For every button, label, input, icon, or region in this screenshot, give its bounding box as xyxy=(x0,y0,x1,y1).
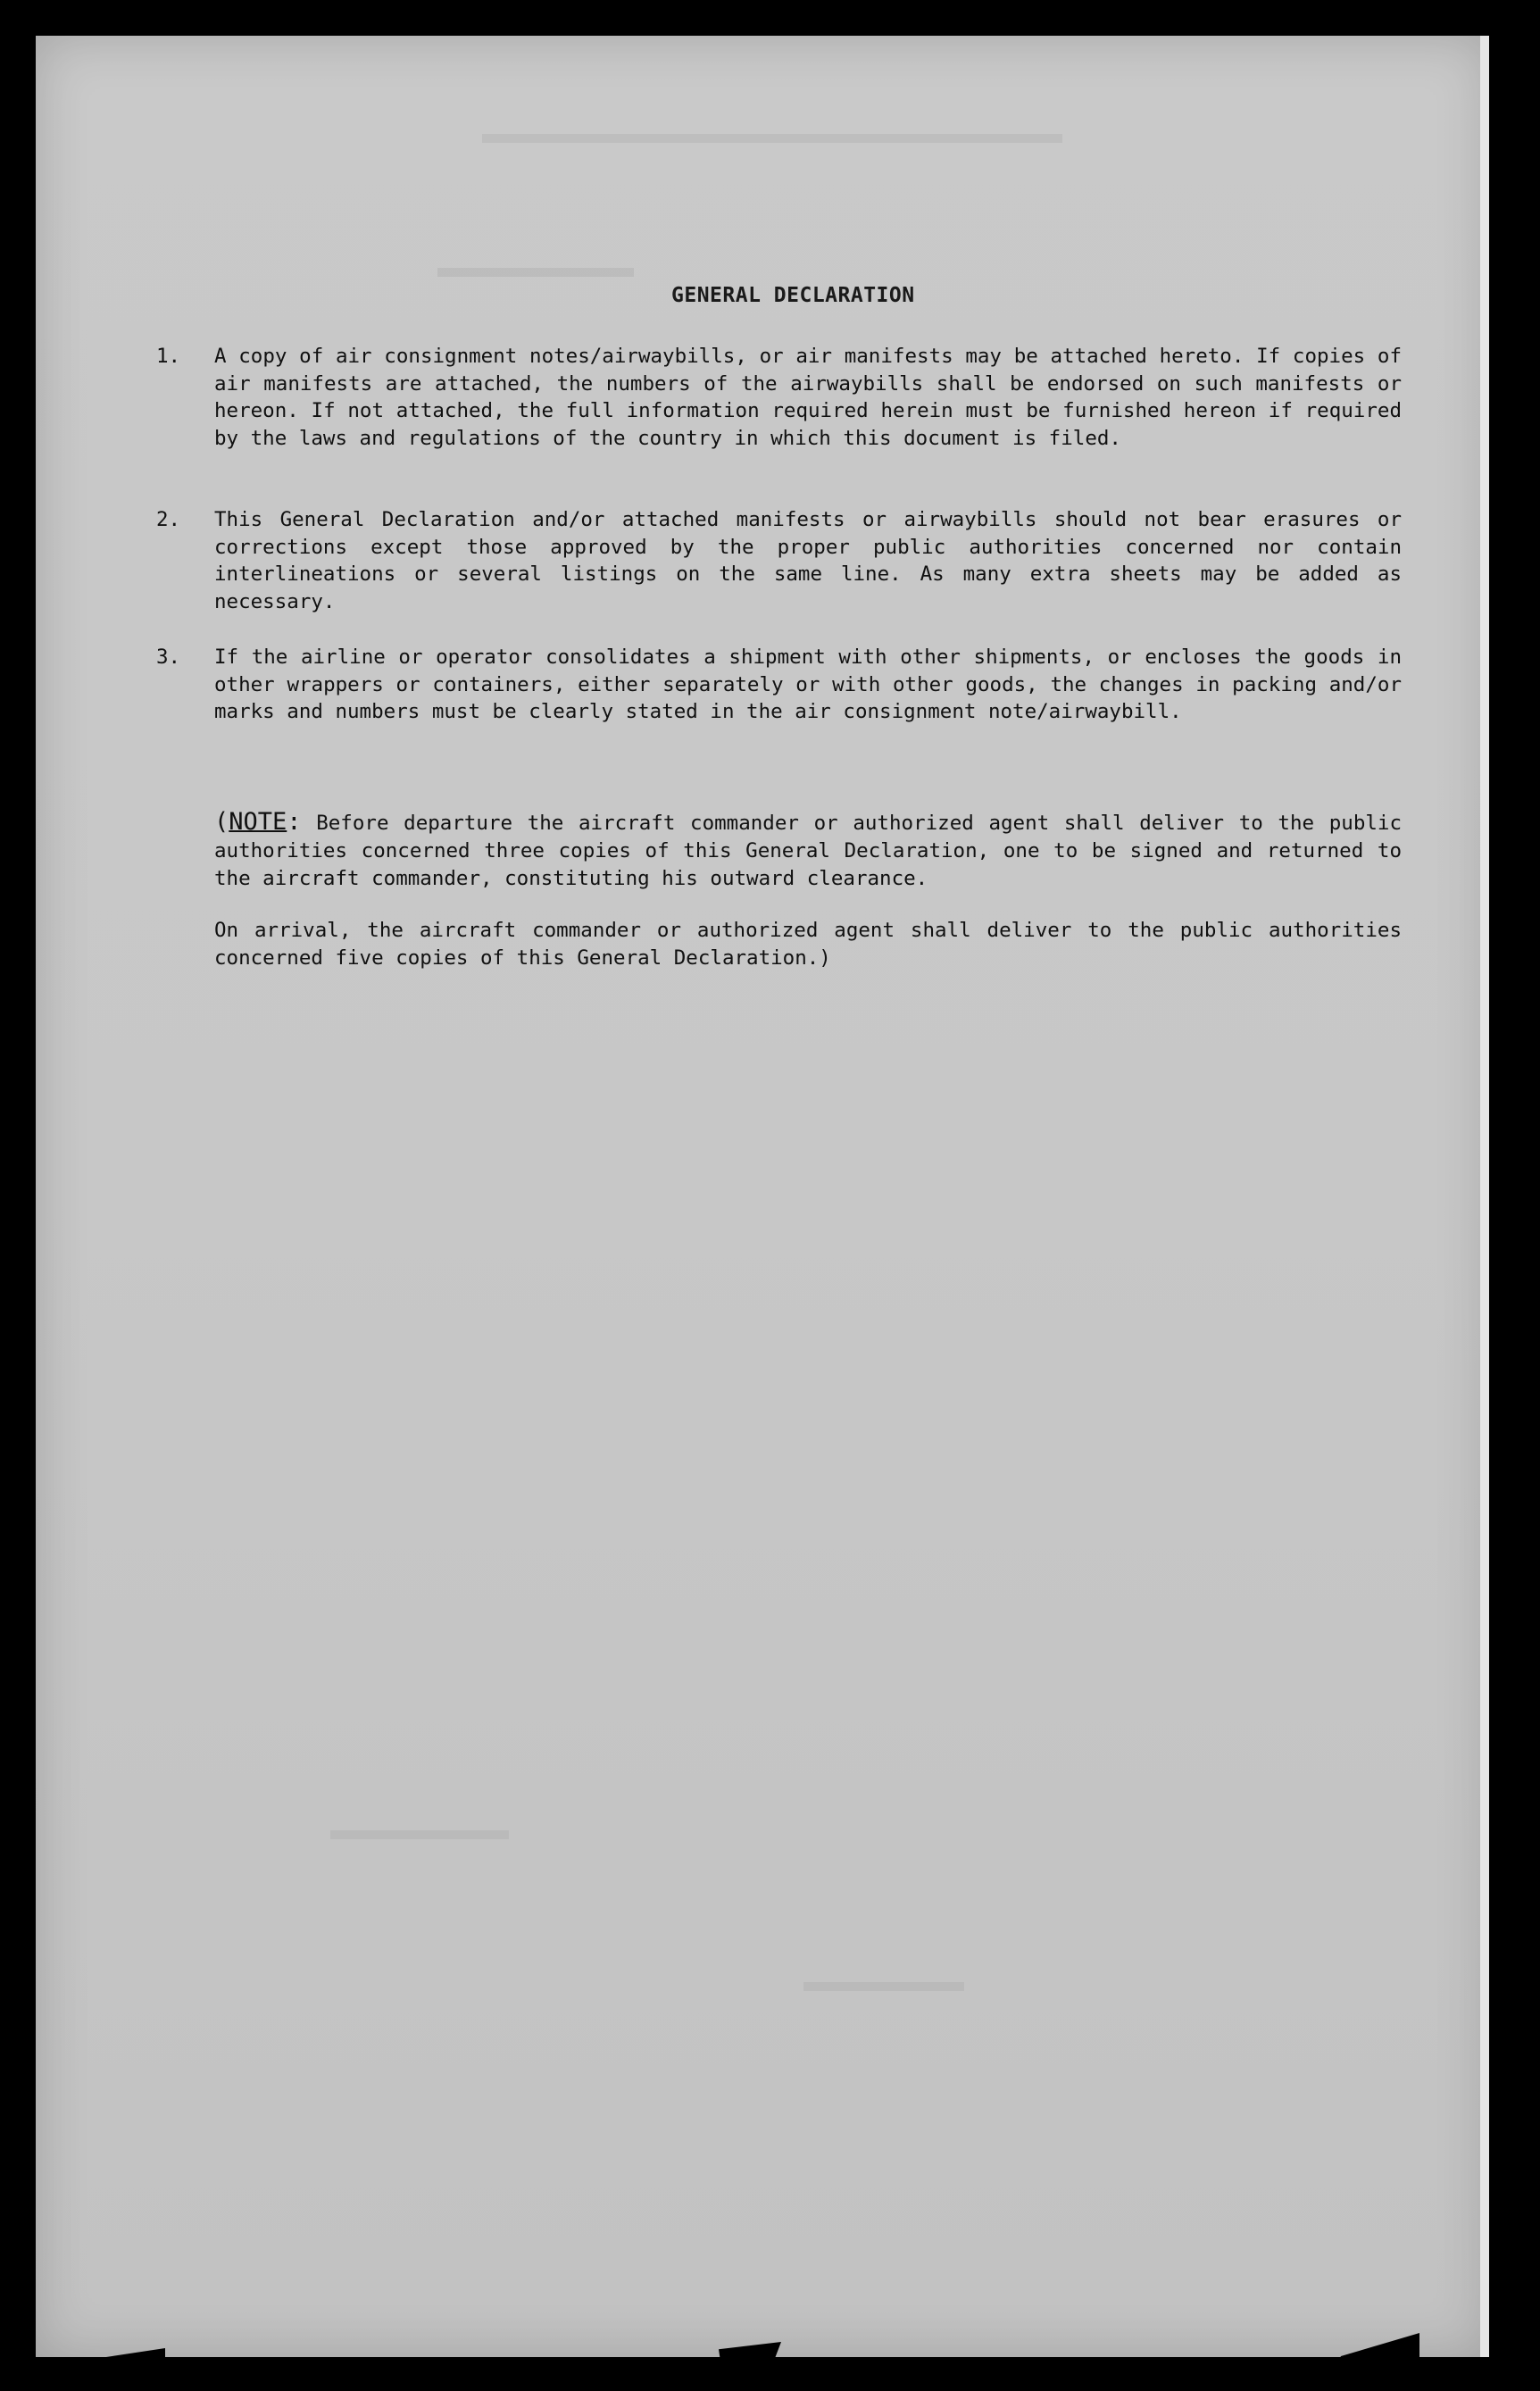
declaration-item xyxy=(156,343,1402,452)
note-paragraph xyxy=(214,808,1402,893)
note-label: (NOTE: xyxy=(214,808,302,836)
item-number: 3. xyxy=(156,646,181,669)
document-title: GENERAL DECLARATION xyxy=(671,284,915,307)
item-text: A copy of air consignment notes/airwaybills, or air manifests may be attached hereto. If copies of air manifests are attached, the numbers of the airwaybills shall be endorsed on such manifests or hereon. If not attached, the full information required herein must be furnished hereon if required by the laws and regulations of the country in which this document is filed. xyxy=(214,345,1402,450)
bleed-through-mark xyxy=(803,1982,964,1991)
note-text: Before departure the aircraft commander or authorized agent shall deliver to the public authorities concerned three copies of this General Declaration, one to be signed and returned to the aircraft commander, constituting his outward clearance. xyxy=(214,812,1403,890)
scan-mark xyxy=(719,2342,781,2391)
document-page xyxy=(36,36,1489,2357)
item-text: If the airline or operator consolidates a shipment with other shipments, or encloses the goods in other wrappers or containers, either separately or with other goods, the changes in packing and/or marks and numbers must be clearly stated in the air consignment note/airwaybill. xyxy=(214,646,1402,723)
item-text: This General Declaration and/or attached manifests or airwaybills should not bear erasures or corrections except those approved by the proper public authorities concerned nor contain interlineations or several listings on the same line. As many extra sheets may be added as necessary. xyxy=(214,508,1402,613)
item-number: 2. xyxy=(156,508,181,531)
page-edge xyxy=(1480,36,1489,2357)
bleed-through-mark xyxy=(482,134,1062,143)
declaration-item xyxy=(156,644,1402,726)
note-label-text: NOTE xyxy=(229,808,287,836)
bleed-through-mark xyxy=(330,1830,509,1839)
bleed-through-mark xyxy=(437,268,634,277)
declaration-item xyxy=(156,506,1402,615)
note-paragraph: On arrival, the aircraft commander or authorized agent shall deliver to the public authorities concerned five copies of this General Declaration.) xyxy=(214,919,1402,970)
item-number: 1. xyxy=(156,345,181,368)
